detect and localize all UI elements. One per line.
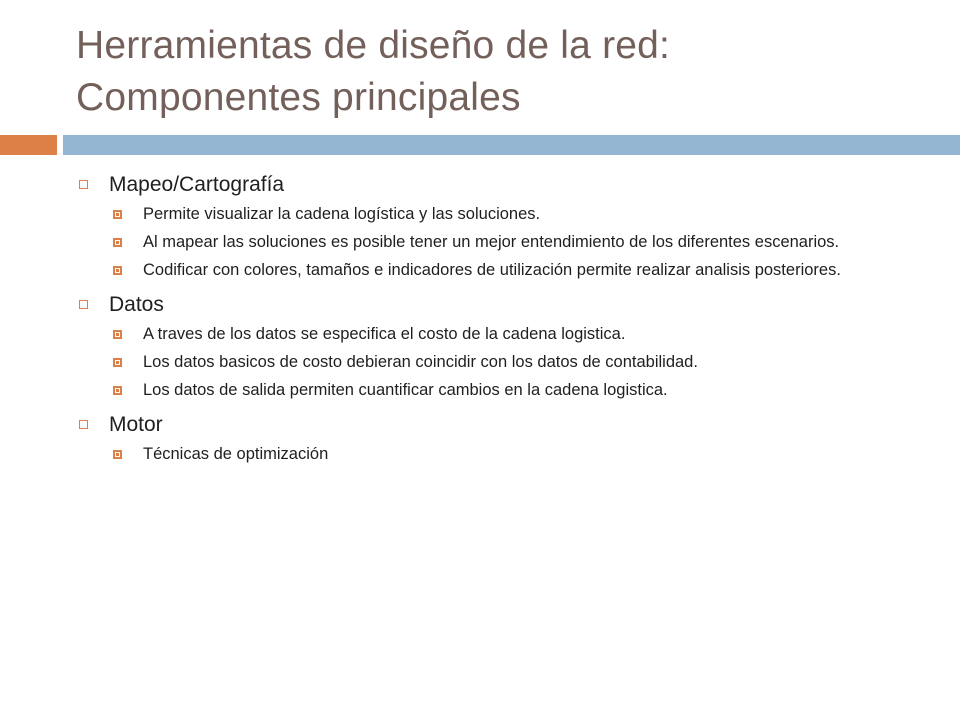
section-motor	[76, 410, 910, 465]
square-bullet-icon	[113, 386, 122, 395]
list-item-text: Los datos basicos de costo debieran coincidir con los datos de contabilidad.	[143, 353, 698, 371]
hollow-square-bullet-icon	[79, 180, 88, 189]
square-bullet-icon	[113, 330, 122, 339]
section-items	[76, 324, 910, 401]
square-bullet-icon	[113, 238, 122, 247]
square-bullet-icon	[113, 358, 122, 367]
slide-body	[76, 170, 910, 474]
list-item	[76, 352, 910, 373]
slide-title	[76, 20, 936, 124]
list-item	[76, 260, 910, 281]
accent-bar-blue	[63, 135, 960, 155]
section-heading-row	[76, 290, 910, 320]
list-item-text: Codificar con colores, tamaños e indicadores de utilización permite realizar analisis posteriores.	[143, 261, 841, 279]
list-item-text: A traves de los datos se especifica el costo de la cadena logistica.	[143, 325, 626, 343]
slide-title-line-2: Componentes principales	[76, 76, 521, 119]
section-heading: Datos	[109, 293, 164, 316]
section-datos	[76, 290, 910, 401]
hollow-square-bullet-icon	[79, 420, 88, 429]
section-items	[76, 444, 910, 465]
list-item	[76, 444, 910, 465]
accent-bar-orange	[0, 135, 57, 155]
section-heading: Mapeo/Cartografía	[109, 173, 285, 196]
list-item-text: Técnicas de optimización	[143, 445, 329, 463]
list-item-text: Permite visualizar la cadena logística y las soluciones.	[143, 205, 541, 223]
square-bullet-icon	[113, 266, 122, 275]
section-items	[76, 204, 910, 281]
list-item	[76, 204, 910, 225]
list-item-text: Al mapear las soluciones es posible tener un mejor entendimiento de los diferentes escenarios.	[143, 233, 840, 251]
section-heading-row	[76, 170, 910, 200]
slide-title-line-1: Herramientas de diseño de la red:	[76, 24, 671, 67]
list-item	[76, 380, 910, 401]
list-item	[76, 232, 910, 253]
section-heading-row	[76, 410, 910, 440]
list-item-text: Los datos de salida permiten cuantificar cambios en la cadena logistica.	[143, 381, 668, 399]
square-bullet-icon	[113, 210, 122, 219]
list-item	[76, 324, 910, 345]
section-mapeo	[76, 170, 910, 281]
square-bullet-icon	[113, 450, 122, 459]
hollow-square-bullet-icon	[79, 300, 88, 309]
section-heading: Motor	[109, 413, 163, 436]
